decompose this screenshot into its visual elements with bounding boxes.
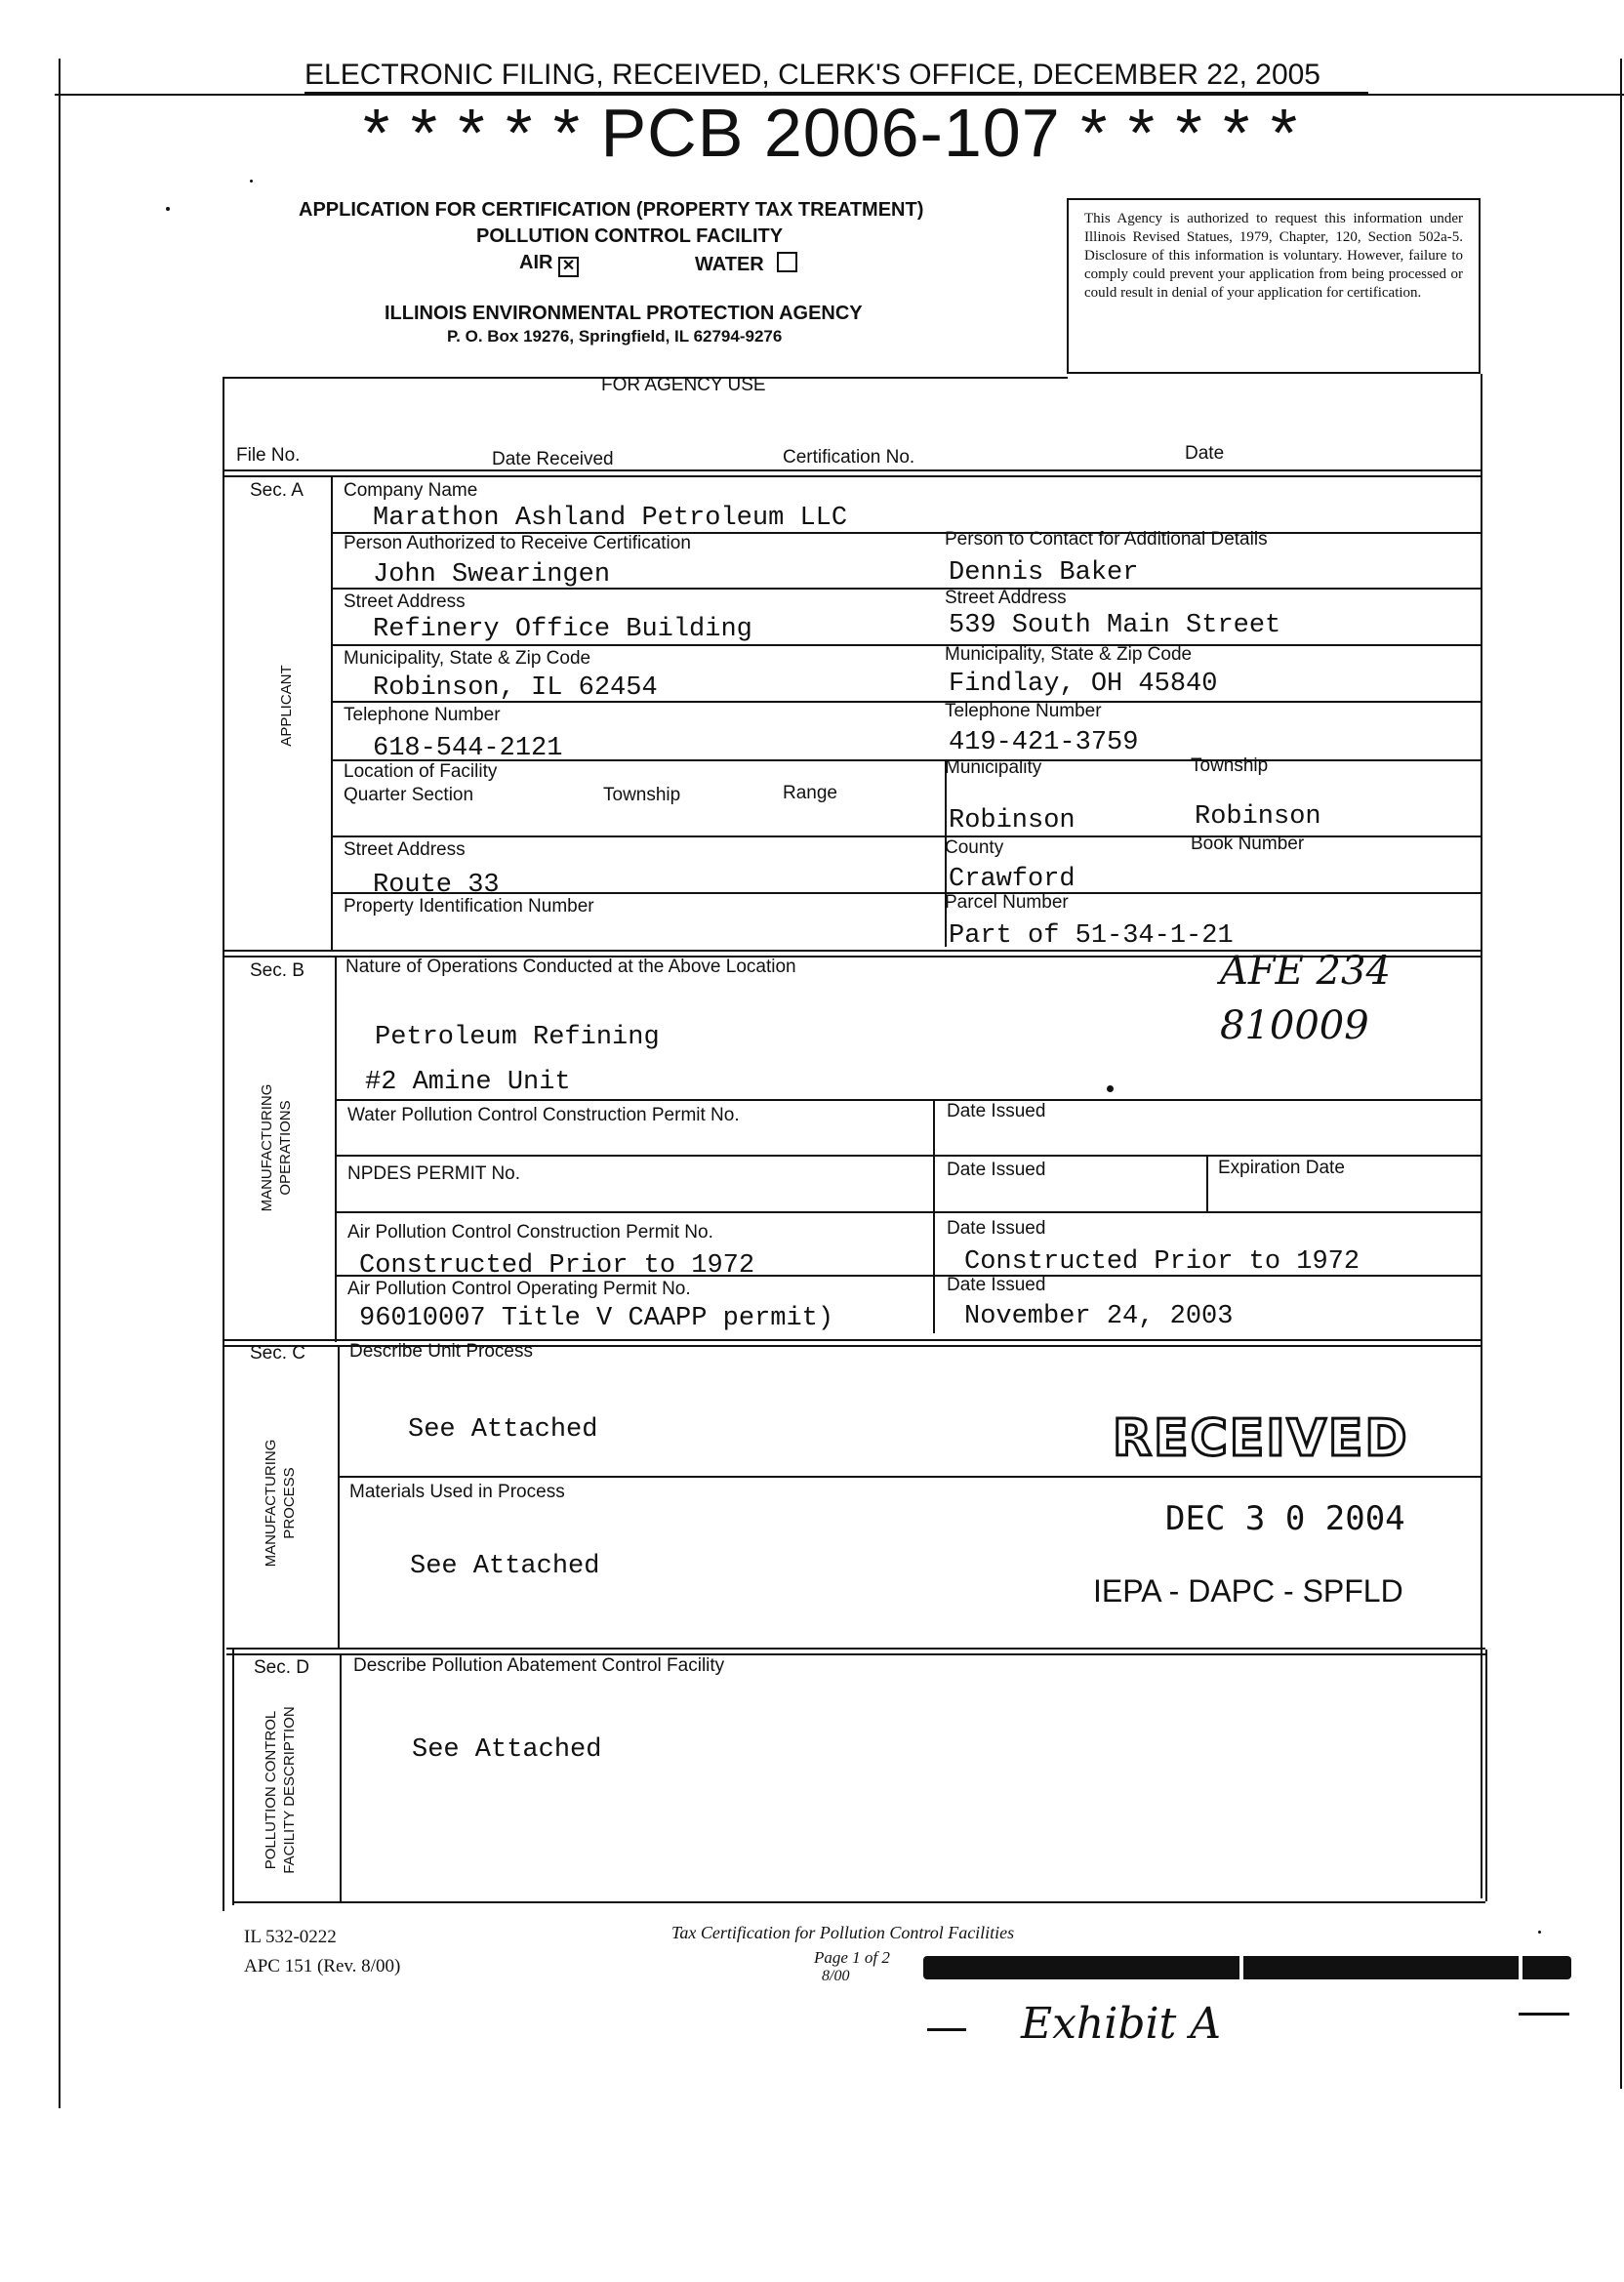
air-oper-date-value[interactable]: November 24, 2003: [964, 1302, 1234, 1331]
mfg-ops-line-1: MANUFACTURING: [259, 1083, 275, 1212]
person-cert-value[interactable]: John Swearingen: [373, 560, 611, 590]
air-oper-label: Air Pollution Control Operating Permit No.: [347, 1279, 691, 1299]
npdes-line: [335, 1211, 1481, 1213]
facility-street-value[interactable]: Route 33: [373, 871, 500, 900]
unit-process-label: Describe Unit Process: [349, 1341, 533, 1362]
sec-c-tag: Sec. C: [250, 1343, 306, 1364]
case-number: * * * * * PCB 2006-107 * * * * *: [363, 95, 1299, 171]
pin-label: Property Identification Number: [344, 896, 594, 917]
disclosure-text: This Agency is authorized to request this information under Illinois Revised Statues, 1979, Chapter, 120, Section 502a-5. Disclosure of this information is voluntary. However, failure to comply could prevent your application from being processed or could result in denial of your application for certification.: [1084, 211, 1463, 301]
agency-left-rule: [223, 377, 224, 1911]
air-checkbox[interactable]: ✕: [558, 257, 579, 277]
ink-dot: [1107, 1085, 1114, 1092]
street-value-1[interactable]: Refinery Office Building: [373, 615, 752, 644]
manufacturing-operations-side-label: [258, 1070, 295, 1226]
phone-line: [331, 759, 1481, 761]
pcf-line-1: POLLUTION CONTROL: [263, 1710, 279, 1870]
agency-right-rule: [1481, 374, 1482, 1898]
air-oper-date-label: Date Issued: [947, 1275, 1046, 1295]
water-label: WATER: [695, 252, 797, 276]
sec-a-divider: [331, 475, 333, 950]
sec-a-top-rule: [223, 475, 1481, 477]
date-label: Date: [1185, 443, 1225, 464]
sec-b-date-col: [933, 1099, 935, 1333]
filing-banner: ELECTRONIC FILING, RECEIVED, CLERK'S OFFICE, DECEMBER 22, 2005: [304, 59, 1320, 91]
book-label: Book Number: [1191, 834, 1305, 854]
range-label: Range: [783, 783, 837, 803]
township-value[interactable]: Robinson: [1195, 802, 1321, 832]
describe-facility-label: Describe Pollution Abatement Control Facility: [353, 1655, 725, 1676]
npdes-date-issued-label: Date Issued: [947, 1160, 1046, 1180]
sec-d-divider: [340, 1653, 342, 1903]
air-const-date-label: Date Issued: [947, 1218, 1046, 1239]
footer-rev: 8/00: [822, 1968, 850, 1984]
certification-no-label: Certification No.: [783, 447, 915, 468]
redaction-bar-gap-2: [1519, 1956, 1522, 1979]
right-edge-rule: [1620, 59, 1622, 2089]
muni-label-2: Municipality, State & Zip Code: [945, 644, 1193, 665]
sec-b-divider: [335, 956, 337, 1342]
footer-code-2: APC 151 (Rev. 8/00): [244, 1956, 401, 1976]
muni-line: [331, 701, 1481, 703]
parcel-value[interactable]: Part of 51-34-1-21: [949, 921, 1234, 951]
received-stamp: RECEIVED: [1113, 1409, 1409, 1468]
air-const-label: Air Pollution Control Construction Permit No.: [347, 1222, 713, 1243]
muni-value-1[interactable]: Robinson, IL 62454: [373, 673, 658, 703]
nature-value-2[interactable]: #2 Amine Unit: [365, 1068, 571, 1097]
sec-a-tag: Sec. A: [250, 480, 304, 501]
facility-street-line: [331, 892, 1481, 894]
exhibit-dash-left: [927, 2028, 966, 2031]
sec-d-left-rule: [232, 1650, 234, 1905]
redaction-bar: [923, 1956, 1571, 1979]
materials-value[interactable]: See Attached: [410, 1552, 600, 1581]
water-date-issued-label: Date Issued: [947, 1101, 1046, 1121]
stamp-date: DEC 3 0 2004: [1165, 1499, 1405, 1538]
disclosure-box: [1067, 198, 1481, 374]
manufacturing-process-side-label: [262, 1425, 299, 1581]
person-line: [331, 588, 1481, 590]
township-label: Township: [603, 785, 681, 805]
location-label: Location of Facility: [344, 761, 498, 782]
expiration-col: [1206, 1155, 1208, 1211]
exhibit-dash-right: [1519, 2013, 1569, 2016]
footer-code-1: IL 532-0222: [244, 1927, 337, 1947]
pollution-control-side-label: [262, 1692, 299, 1888]
mfg-ops-line-2: OPERATIONS: [277, 1100, 294, 1196]
muni-value-2[interactable]: Findlay, OH 45840: [949, 670, 1218, 699]
muni-label-1: Municipality, State & Zip Code: [344, 648, 591, 669]
company-name-value[interactable]: Marathon Ashland Petroleum LLC: [373, 504, 848, 533]
form-title: APPLICATION FOR CERTIFICATION (PROPERTY TAX TREATMENT): [299, 199, 924, 221]
county-label: County: [945, 837, 1004, 858]
municipality-value[interactable]: Robinson: [949, 806, 1076, 835]
street-label-1: Street Address: [344, 591, 466, 612]
npdes-label: NPDES PERMIT No.: [347, 1163, 521, 1184]
facility-street-label: Street Address: [344, 839, 466, 860]
afe-note-1: AFE 234: [1220, 949, 1391, 994]
footer-title: Tax Certification for Pollution Control Facilities: [671, 1923, 1015, 1942]
person-contact-value[interactable]: Dennis Baker: [949, 558, 1139, 588]
sec-d-tag: Sec. D: [254, 1657, 310, 1678]
scan-speck: [250, 180, 253, 183]
footer-page: Page 1 of 2: [814, 1948, 890, 1967]
street-line: [331, 644, 1481, 646]
agency-bottom-rule: [223, 469, 1481, 471]
quarter-label: Quarter Section: [344, 785, 474, 805]
location-line: [331, 835, 1481, 837]
sec-d-bottom-rule: [232, 1901, 1485, 1903]
date-received-label: Date Received: [492, 449, 614, 469]
left-edge-rule: [59, 59, 61, 2108]
company-name-label: Company Name: [344, 480, 478, 501]
redaction-bar-gap-1: [1239, 1956, 1243, 1979]
sec-d-right-rule: [1485, 1650, 1487, 1901]
sec-c-divider: [338, 1345, 340, 1648]
scan-speck: [166, 207, 170, 211]
person-cert-label: Person Authorized to Receive Certification: [344, 533, 691, 553]
facility-township-label: Township: [1191, 755, 1269, 776]
describe-facility-value[interactable]: See Attached: [412, 1735, 602, 1765]
air-oper-value[interactable]: 96010007 Title V CAAPP permit): [359, 1304, 834, 1333]
water-permit-label: Water Pollution Control Construction Permit No.: [347, 1105, 740, 1125]
mfg-proc-line-2: PROCESS: [281, 1467, 298, 1539]
agency-use-title: FOR AGENCY USE: [601, 375, 766, 395]
applicant-side-label: APPLICANT: [278, 665, 295, 747]
phone-label-2: Telephone Number: [945, 701, 1102, 721]
street-value-2[interactable]: 539 South Main Street: [949, 611, 1281, 640]
pcf-line-2: FACILITY DESCRIPTION: [281, 1706, 298, 1874]
nature-line: [335, 1099, 1481, 1101]
expiration-label: Expiration Date: [1218, 1158, 1345, 1178]
stamp-office: IEPA - DAPC - SPFLD: [1093, 1573, 1403, 1609]
air-const-value[interactable]: Constructed Prior to 1972: [359, 1251, 755, 1281]
phone-value-2[interactable]: 419-421-3759: [949, 728, 1139, 757]
water-checkbox[interactable]: [777, 252, 797, 272]
nature-label: Nature of Operations Conducted at the Above Location: [345, 957, 796, 977]
parcel-label: Parcel Number: [945, 892, 1069, 913]
agency-address: P. O. Box 19276, Springfield, IL 62794-9276: [447, 327, 783, 346]
person-contact-label: Person to Contact for Additional Details: [945, 529, 1268, 550]
water-permit-line: [335, 1155, 1481, 1157]
materials-label: Materials Used in Process: [349, 1482, 565, 1502]
form-subtitle: POLLUTION CONTROL FACILITY: [476, 225, 784, 247]
street-label-2: Street Address: [945, 588, 1067, 608]
afe-note-2: 810009: [1220, 1003, 1369, 1048]
agency-name: ILLINOIS ENVIRONMENTAL PROTECTION AGENCY: [385, 303, 863, 324]
mfg-proc-line-1: MANUFACTURING: [263, 1439, 279, 1568]
nature-value-1[interactable]: Petroleum Refining: [375, 1023, 660, 1052]
file-no-label: File No.: [236, 445, 301, 466]
exhibit-label: Exhibit A: [1021, 1999, 1222, 2049]
unit-process-line: [338, 1476, 1481, 1478]
phone-label-1: Telephone Number: [344, 705, 501, 725]
sec-c-bottom-rule: [226, 1648, 1485, 1650]
scan-speck: [1538, 1931, 1541, 1934]
sec-b-tag: Sec. B: [250, 960, 304, 981]
air-const-line: [335, 1275, 1481, 1277]
unit-process-value[interactable]: See Attached: [408, 1415, 598, 1445]
sec-a-mid-rule-1: [945, 759, 947, 947]
air-label: AIR ✕: [519, 252, 579, 277]
phone-value-1[interactable]: 618-544-2121: [373, 734, 563, 763]
air-const-date-value[interactable]: Constructed Prior to 1972: [964, 1247, 1360, 1277]
county-value[interactable]: Crawford: [949, 865, 1076, 894]
municipality-label: Municipality: [945, 757, 1042, 778]
